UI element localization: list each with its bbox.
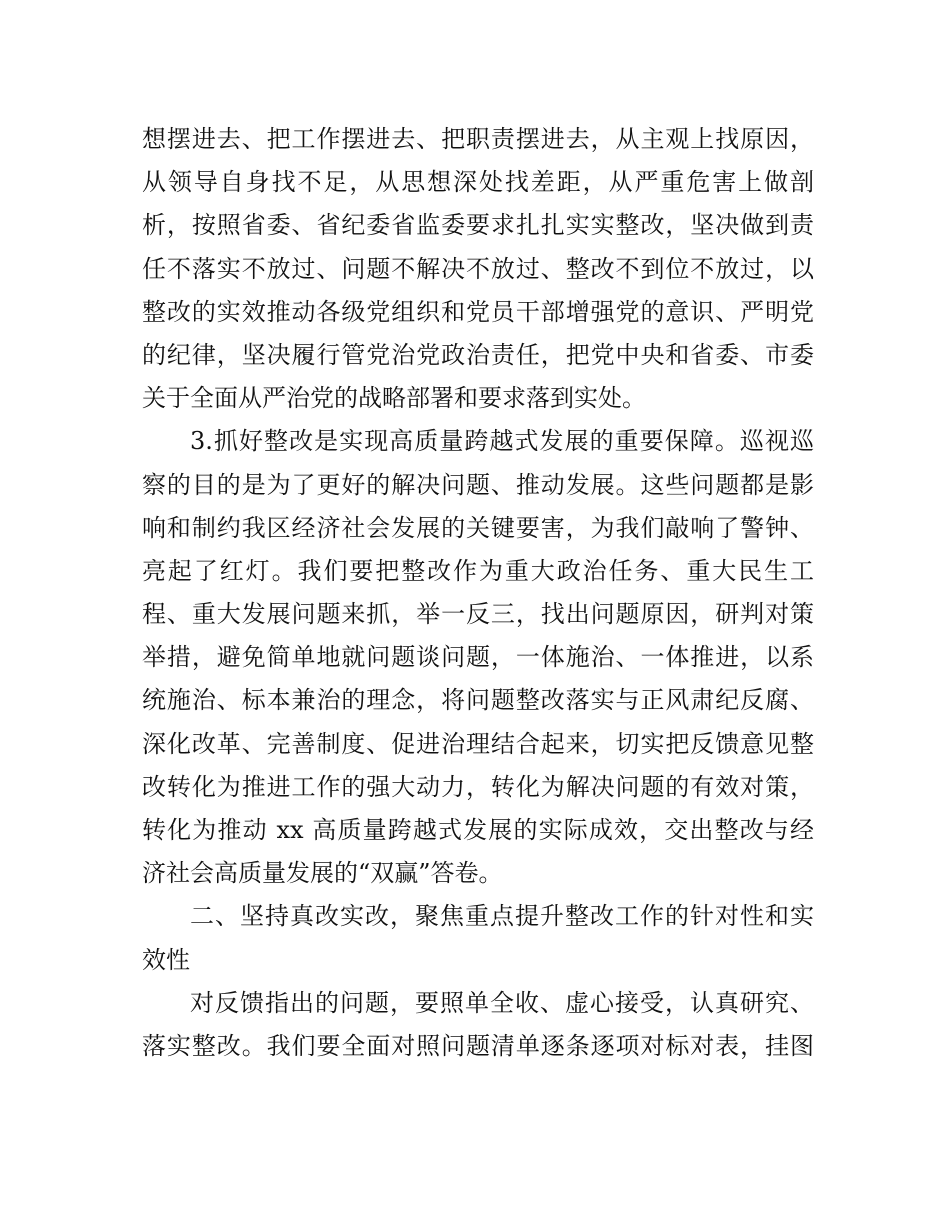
section-heading-line: 二、坚持真改实改，聚焦重点提升整改工作的针对性和实 — [190, 902, 814, 931]
text-line: 对反馈指出的问题，要照单全收、虚心接受，认真研究、 — [190, 988, 814, 1017]
text-line: 改转化为推进工作的强大动力，转化为解决问题的有效对策， — [142, 772, 814, 801]
text-line: 落实整改。我们要全面对照问题清单逐条逐项对标对表，挂图 — [142, 1031, 814, 1060]
text-line: 程、重大发展问题来抓，举一反三，找出问题原因，研判对策 — [142, 600, 814, 629]
text-line: 响和制约我区经济社会发展的关键要害，为我们敲响了警钟、 — [142, 513, 814, 542]
document-body — [142, 118, 814, 1068]
text-line: 整改的实效推动各级党组织和党员干部增强党的意识、严明党 — [142, 297, 814, 326]
text-line: 察的目的是为了更好的解决问题、推动发展。这些问题都是影 — [142, 470, 814, 499]
text-line: 亮起了红灯。我们要把整改作为重大政治任务、重大民生工 — [142, 556, 814, 585]
text-line: 举措，避免简单地就问题谈问题，一体施治、一体推进，以系 — [142, 643, 814, 672]
paragraph-heading-line: 3.抓好整改是实现高质量跨越式发展的重要保障。巡视巡 — [190, 427, 814, 456]
text-line: 统施治、标本兼治的理念，将问题整改落实与正风肃纪反腐、 — [142, 686, 814, 715]
text-line: 从领导自身找不足，从思想深处找差距，从严重危害上做剖 — [142, 168, 814, 197]
text-line: 关于全面从严治党的战略部署和要求落到实处。 — [142, 384, 646, 413]
text-line: 析，按照省委、省纪委省监委要求扎扎实实整改，坚决做到责 — [142, 211, 814, 240]
text-line: 的纪律，坚决履行管党治党政治责任，把党中央和省委、市委 — [142, 340, 814, 369]
section-heading-line: 效性 — [142, 945, 190, 974]
text-line: 转化为推动 xx 高质量跨越式发展的实际成效，交出整改与经 — [142, 816, 814, 844]
text-line: 深化改革、完善制度、促进治理结合起来，切实把反馈意见整 — [142, 729, 814, 758]
text-line: 想摆进去、把工作摆进去、把职责摆进去，从主观上找原因， — [142, 125, 814, 153]
text-line: 任不落实不放过、问题不解决不放过、整改不到位不放过，以 — [142, 254, 814, 283]
text-line: 济社会高质量发展的“双赢”答卷。 — [142, 859, 503, 888]
